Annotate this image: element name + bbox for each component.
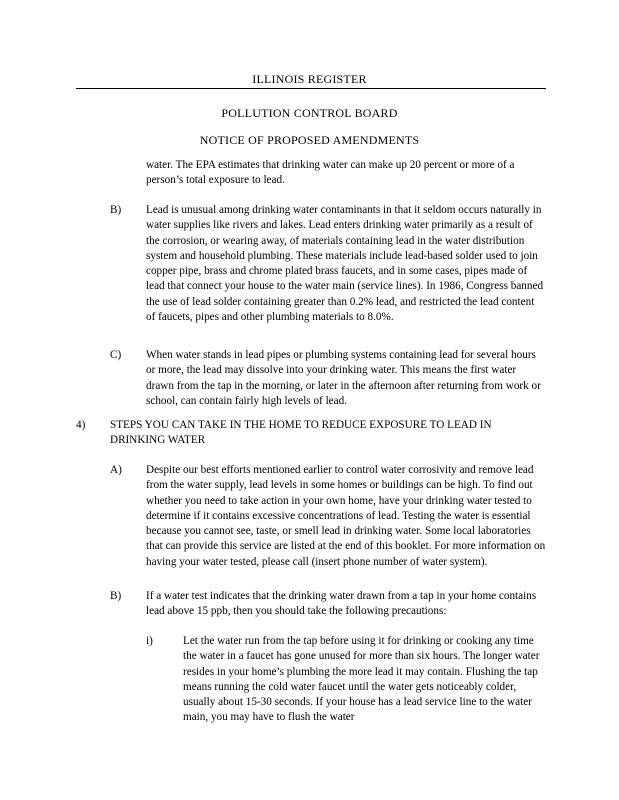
step-a-paragraph: Despite our best efforts mentioned earlier to control water corrosivity and remove lead from the water supply, lead levels in some homes or buildings can be high. To find out whether you need to take action in your own home, have your drinking water tested to determine if it contains excessive concentrations of lead. Testing the water is essential because you cannot see, taste, or smell lead in drinking water. Some local laboratories that can provide this service are listed at the end of this booklet. For more information on having your water tested, please call (insert phone number of water system). <box>146 464 546 568</box>
item-c-paragraph: When water stands in lead pipes or plumbing systems containing lead for several hours or more, the lead may dissolve into your drinking water. This means the first water drawn from the tap in the morning, or later in the afternoon after returning from work or school, can contain fairly high levels of lead. <box>146 349 541 407</box>
step-b-label: B) <box>110 590 122 602</box>
step-b-paragraph: If a water test indicates that the drinking water drawn from a tap in your home contains lead above 15 ppb, then you should take the following precautions: <box>146 590 537 618</box>
notice-title: NOTICE OF PROPOSED AMENDMENTS <box>199 133 420 147</box>
step-b-i-paragraph: Let the water run from the tap before using it for drinking or cooking any time the water in a faucet has gone unused for more than six hours. The longer water resides in your home’s plumbing the more lead it may contain. Flushing the tap means running the cold water faucet until the water gets noticeably colder, usually about 15-30 seconds. If your house has a lead service line to the water main, you may have to flush the water <box>183 635 540 724</box>
step-b-i-label: i) <box>146 635 153 647</box>
item-c-label: C) <box>110 349 122 361</box>
step-a-label: A) <box>110 464 122 476</box>
register-title: ILLINOIS REGISTER <box>252 72 367 86</box>
item-b-paragraph: Lead is unusual among drinking water contaminants in that it seldom occurs naturally in water supplies like rivers and lakes. Lead enters drinking water primarily as a result of the corrosion, or wearing away, of materials containing lead in the water distribution system and household plumbing. These materials include lead-based solder used to join copper pipe, brass and chrome plated brass faucets, and in some cases, pipes made of lead that connect your house to the water main (service lines). In 1986, Congress banned the use of lead solder containing greater than 0.2% lead, and restricted the lead content of faucets, pipes and other plumbing materials to 8.0%. <box>146 204 544 324</box>
item-b-label: B) <box>110 204 122 216</box>
board-title: POLLUTION CONTROL BOARD <box>221 106 398 120</box>
section-4-heading: STEPS YOU CAN TAKE IN THE HOME TO REDUCE EXPOSURE TO LEAD IN DRINKING WATER <box>110 419 492 447</box>
section-4-number: 4) <box>76 419 86 431</box>
continuation-paragraph: water. The EPA estimates that drinking water can make up 20 percent or more of a person’s total exposure to lead. <box>146 159 515 187</box>
header-rule <box>76 88 546 89</box>
